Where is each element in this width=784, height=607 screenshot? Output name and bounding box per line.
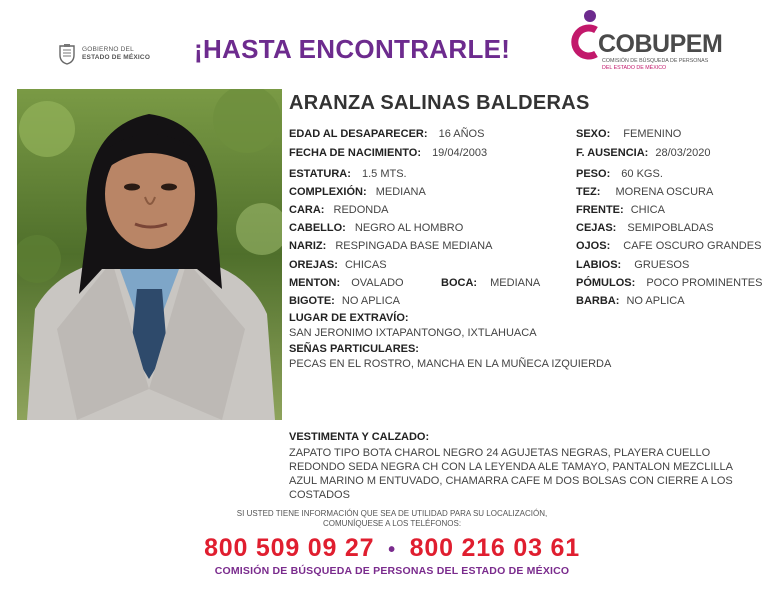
detail-label: FRENTE:: [576, 204, 624, 216]
detail-estatura: [289, 167, 407, 181]
detail-label: FECHA DE NACIMIENTO:: [289, 147, 421, 159]
lugar-value: SAN JERONIMO IXTAPANTONGO, IXTLAHUACA: [289, 327, 537, 339]
detail-label: CEJAS:: [576, 222, 617, 234]
government-logo: [58, 40, 168, 68]
phone-numbers: [0, 534, 784, 563]
detail-nariz: [289, 239, 492, 253]
detail-fecha-nacimiento: [289, 146, 487, 160]
detail-value: 60 KGS.: [621, 168, 663, 180]
missing-person-photo: [17, 89, 282, 420]
senas-label: SEÑAS PARTICULARES:: [289, 343, 419, 355]
detail-pomulos: [576, 276, 762, 290]
detail-label: OREJAS:: [289, 259, 338, 271]
detail-frente: [576, 203, 665, 217]
phone-number-2[interactable]: 800 216 03 61: [409, 534, 580, 562]
detail-label: LABIOS:: [576, 259, 622, 271]
detail-orejas: [289, 258, 387, 272]
detail-value: MEDIANA: [490, 277, 541, 289]
detail-label: PÓMULOS:: [576, 277, 636, 289]
detail-value: FEMENINO: [623, 128, 682, 140]
detail-value: SEMIPOBLADAS: [627, 222, 714, 234]
detail-value: RESPINGADA BASE MEDIANA: [335, 240, 493, 252]
detail-edad: [289, 127, 484, 141]
detail-menton: [289, 276, 404, 290]
detail-tez: [576, 185, 713, 199]
detail-value: 28/03/2020: [655, 147, 711, 159]
detail-value: NEGRO AL HOMBRO: [354, 222, 464, 234]
vestimenta-line: AZUL MARINO M ENTUVADO, CHAMARRA CAFE M DOS BOLSAS CON CIERRE A LOS: [289, 475, 733, 487]
detail-label: PESO:: [576, 168, 611, 180]
cobupem-logo: [568, 8, 723, 72]
detail-value: 1.5 MTS.: [361, 168, 407, 180]
contact-info-line2: COMUNÍQUESE A LOS TELÉFONOS:: [322, 519, 462, 528]
detail-label: OJOS:: [576, 240, 611, 252]
detail-value: OVALADO: [351, 277, 404, 289]
detail-label: EDAD AL DESAPARECER:: [289, 128, 428, 140]
detail-value: 16 AÑOS: [438, 128, 485, 140]
detail-value: NO APLICA: [341, 295, 400, 307]
detail-complexion: [289, 185, 426, 199]
detail-value: CHICAS: [344, 259, 387, 271]
detail-bigote: [289, 294, 400, 308]
detail-label: MENTON:: [289, 277, 341, 289]
detail-label: NARIZ:: [289, 240, 327, 252]
detail-barba: [576, 294, 685, 308]
detail-value: POCO PROMINENTES: [646, 277, 763, 289]
person-name: ARANZA SALINAS BALDERAS: [289, 92, 590, 114]
lugar-label: LUGAR DE EXTRAVÍO:: [289, 312, 409, 324]
detail-f-ausencia: [576, 146, 710, 160]
cobupem-sub1: COMISIÓN DE BÚSQUEDA DE PERSONAS: [602, 58, 709, 64]
detail-peso: [576, 167, 663, 181]
contact-info-line1: SI USTED TIENE INFORMACIÓN QUE SEA DE UTILIDAD PARA SU LOCALIZACIÓN,: [236, 509, 548, 518]
detail-label: F. AUSENCIA:: [576, 147, 649, 159]
headline: ¡HASTA ENCONTRARLE!: [194, 34, 511, 64]
state-shield-icon: [58, 43, 76, 65]
portrait-image: [17, 89, 282, 420]
detail-sexo: [576, 127, 681, 141]
cobupem-sub2: DEL ESTADO DE MÉXICO: [602, 64, 667, 71]
detail-label: SEXO:: [576, 128, 611, 140]
detail-label: CABELLO:: [289, 222, 346, 234]
cobupem-name: COBUPEM: [598, 30, 723, 58]
detail-label: COMPLEXIÓN:: [289, 186, 367, 198]
detail-cabello: [289, 221, 463, 235]
footer-commission: COMISIÓN DE BÚSQUEDA DE PERSONAS DEL ESTADO DE MÉXICO: [214, 565, 570, 577]
vestimenta-line: REDONDO SEDA NEGRA CH CON LA LEYENDA ALE TAMAYO, PANTALON MEZCLILLA: [289, 461, 733, 473]
detail-label: ESTATURA:: [289, 168, 351, 180]
gov-line2: ESTADO DE MÉXICO: [82, 54, 151, 61]
detail-ojos: [576, 239, 761, 253]
detail-label: BOCA:: [441, 277, 478, 289]
detail-label: CARA:: [289, 204, 325, 216]
senas-value: PECAS EN EL ROSTRO, MANCHA EN LA MUÑECA IZQUIERDA: [289, 358, 612, 370]
detail-value: NO APLICA: [626, 295, 685, 307]
detail-cejas: [576, 221, 714, 235]
vestimenta-line: COSTADOS: [289, 489, 350, 501]
detail-value: CAFE OSCURO GRANDES: [623, 240, 762, 252]
detail-label: BIGOTE:: [289, 295, 335, 307]
detail-cara: [289, 203, 389, 217]
phone-number-1[interactable]: 800 509 09 27: [204, 534, 375, 562]
detail-labios: [576, 258, 689, 272]
detail-value: MEDIANA: [375, 186, 426, 198]
detail-value: 19/04/2003: [432, 147, 488, 159]
detail-value: GRUESOS: [634, 259, 690, 271]
detail-label: TEZ:: [576, 186, 601, 198]
detail-value: MORENA OSCURA: [615, 186, 714, 198]
vestimenta-text: [289, 446, 769, 502]
vestimenta-label: VESTIMENTA Y CALZADO:: [289, 431, 430, 443]
detail-value: CHICA: [630, 204, 665, 216]
detail-boca: [441, 276, 540, 290]
vestimenta-line: ZAPATO TIPO BOTA CHAROL NEGRO 24 AGUJETAS NEGRAS, PLAYERA CUELLO: [289, 447, 711, 459]
detail-value: REDONDA: [333, 204, 389, 216]
gov-line1: GOBIERNO DEL: [82, 46, 134, 53]
detail-label: BARBA:: [576, 295, 620, 307]
phone-separator: •: [388, 539, 396, 561]
